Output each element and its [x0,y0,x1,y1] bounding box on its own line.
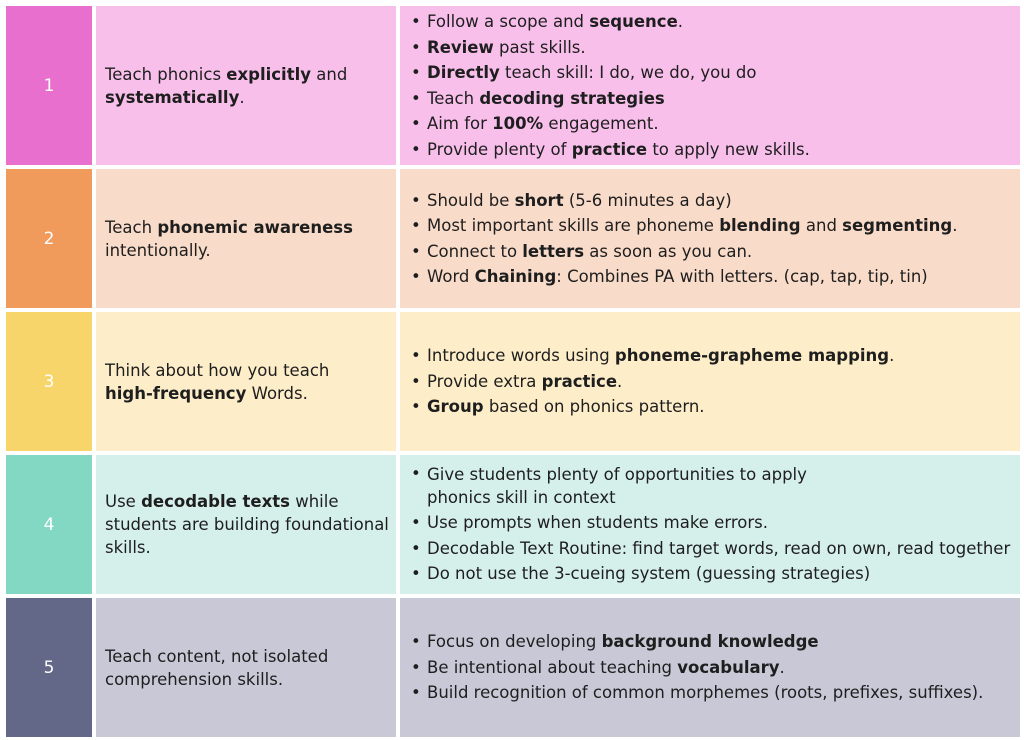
list-item [408,462,1010,510]
emphasis-text: decoding strategies [479,88,665,108]
principle-text [105,359,380,405]
text-run: past skills. [493,37,586,57]
emphasis-text: high-frequency [105,383,247,403]
text-run: : Combines PA with letters. (cap, tap, tip, tin) [556,267,928,286]
emphasis-text: letters [522,241,585,261]
text-run: Aim for [427,114,493,133]
emphasis-text: phonemic awareness [157,217,353,237]
text-run: teach skill: I do, we do, you do [499,63,757,82]
list-item [408,9,810,35]
principle-cell [96,598,396,737]
principle-text [105,490,393,559]
list-item [408,137,810,163]
row-number: 2 [6,169,92,308]
text-run: Build recognition of common morphemes (roots, prefixes, suffixes). [427,683,984,703]
text-run: Teach [105,217,158,237]
text-run: Introduce words using [427,346,615,366]
list-item [408,394,894,420]
text-run: Connect to [427,241,523,261]
emphasis-text: systematically [105,87,240,107]
strategies-cell [400,598,1020,737]
text-run: Words. [246,383,308,403]
strategy-list [408,343,894,420]
row-number: 3 [6,312,92,451]
text-run: Use prompts when students make errors. [427,513,768,533]
emphasis-text: background knowledge [601,632,819,652]
principle-cell [96,455,396,594]
list-item [408,629,983,655]
text-run: Provide plenty of [427,139,572,159]
text-run: engagement. [543,114,659,133]
phonics-principles-table [6,6,1020,737]
list-item [408,369,894,395]
emphasis-text: blending [719,216,801,235]
row-number: 5 [6,598,92,737]
list-item [408,188,957,214]
list-item [408,343,894,369]
list-item [408,264,957,290]
list-item [408,561,1010,587]
emphasis-text: short [514,190,564,210]
principle-text [105,216,359,262]
text-run: Follow a scope and [427,12,590,31]
text-run: . [779,657,785,677]
text-run: Use [105,492,142,511]
list-item [408,655,983,681]
principle-text [105,63,390,109]
emphasis-text: decodable texts [141,492,290,511]
text-run: to apply new skills. [647,139,810,159]
emphasis-text: Group [427,397,484,417]
list-item [408,35,810,61]
strategy-list [408,9,810,162]
list-item [408,86,810,112]
list-item [408,536,1010,562]
emphasis-text: 100% [492,114,544,133]
list-item [408,60,810,86]
text-run: Teach content, not isolated comprehension skills. [105,646,334,689]
strategy-list [408,629,983,706]
text-run: (5-6 minutes a day) [563,190,732,210]
table-row [6,455,1020,594]
list-item [408,510,1010,536]
emphasis-text: segmenting [842,216,953,235]
text-run: . [239,87,245,107]
principle-cell [96,6,396,165]
emphasis-text: Review [427,37,494,57]
table-row [6,598,1020,737]
text-run: Be intentional about teaching [427,657,678,677]
emphasis-text: vocabulary [677,657,780,677]
text-run: intentionally. [105,217,359,260]
emphasis-text: explicitly [226,64,311,84]
emphasis-text: sequence [589,12,678,31]
table-row [6,169,1020,308]
list-item [408,680,983,706]
list-item [408,239,957,265]
text-run: based on phonics pattern. [483,397,705,417]
list-item [408,111,810,137]
strategies-cell [400,455,1020,594]
text-run: Provide extra [427,371,542,391]
emphasis-text: practice [571,139,648,159]
table-row [6,312,1020,451]
row-number: 4 [6,455,92,594]
strategies-cell [400,169,1020,308]
text-run: Most important skills are phoneme [427,216,720,235]
text-run: . [677,12,684,31]
text-run: . [952,216,958,235]
text-run: Give students plenty of opportunities to apply phonics skill in context [427,465,807,508]
text-run: Should be [427,190,515,210]
row-number: 1 [6,6,92,165]
strategies-cell [400,312,1020,451]
text-run: Think about how you teach [105,360,335,380]
strategies-cell [400,6,1020,165]
principle-cell [96,312,396,451]
principle-cell [96,169,396,308]
text-run: . [617,371,623,391]
text-run: Focus on developing [427,632,602,652]
strategy-list [408,188,957,290]
emphasis-text: Directly [427,63,500,82]
table-row [6,6,1020,165]
text-run: as soon as you can. [584,241,753,261]
text-run: Teach phonics [105,64,227,84]
emphasis-text: Chaining [474,267,557,286]
text-run: Do not use the 3-cueing system (guessing strategies) [427,564,871,584]
text-run: Teach [427,88,480,108]
text-run: and [800,216,843,235]
principle-text [105,645,345,691]
text-run: . [889,346,895,366]
text-run: Word [427,267,475,286]
text-run: and [311,64,353,84]
text-run: while students are building foundational skills. [105,492,395,557]
emphasis-text: phoneme-grapheme mapping [614,346,890,366]
list-item [408,213,957,239]
emphasis-text: practice [541,371,618,391]
strategy-list [408,462,1010,587]
text-run: Decodable Text Routine: find target words, read on own, read together [427,538,1011,558]
